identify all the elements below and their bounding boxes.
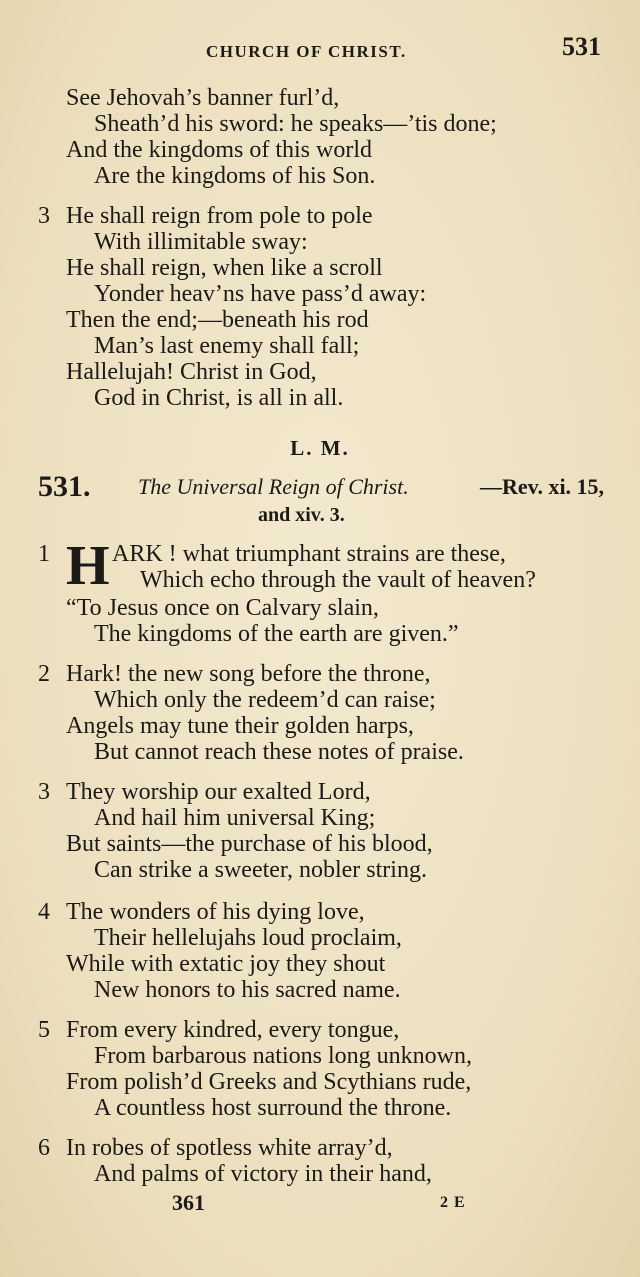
verse-line: Hallelujah! Christ in God, (66, 359, 317, 385)
verse-line: And palms of victory in their hand, (94, 1161, 432, 1187)
verse-line: The wonders of his dying love, (66, 899, 365, 925)
page-number: 531 (562, 32, 601, 61)
verse-line: “To Jesus once on Calvary slain, (66, 595, 379, 621)
verse-line: Which only the redeem’d can raise; (94, 687, 436, 713)
stanza-number: 5 (38, 1017, 50, 1043)
verse-line: He shall reign from pole to pole (66, 203, 373, 229)
verse-line: Then the end;—beneath his rod (66, 307, 369, 333)
verse-line: They worship our exalted Lord, (66, 779, 371, 805)
page-footer (0, 1190, 640, 1220)
verse-line: The kingdoms of the earth are given.” (94, 621, 459, 647)
verse-line: With illimitable sway: (94, 229, 308, 255)
verse-line: From barbarous nations long unknown, (94, 1043, 472, 1069)
verse-line: From polish’d Greeks and Scythians rude, (66, 1069, 472, 1095)
drop-cap: H (66, 535, 110, 597)
verse-line: While with extatic joy they shout (66, 951, 386, 977)
verse-line: God in Christ, is all in all. (94, 385, 344, 411)
scripture-reference: —Rev. xi. 15, (480, 474, 605, 499)
scripture-reference-cont: and xiv. 3. (258, 504, 345, 526)
verse-line: See Jehovah’s banner furl’d, (66, 85, 340, 111)
stanza-number: 4 (38, 899, 50, 925)
page-header (0, 32, 640, 68)
verse-line: Are the kingdoms of his Son. (94, 163, 376, 189)
stanza-number: 3 (38, 203, 50, 229)
verse-line: He shall reign, when like a scroll (66, 255, 383, 281)
verse-line: Man’s last enemy shall fall; (94, 333, 360, 359)
verse-line: And hail him universal King; (94, 805, 376, 831)
verse-line: In robes of spotless white array’d, (66, 1135, 393, 1161)
stanza-number: 1 (38, 541, 50, 567)
running-head: CHURCH OF CHRIST. (206, 42, 407, 61)
verse-line: Can strike a sweeter, nobler string. (94, 857, 427, 883)
hymn-number: 531. (38, 470, 91, 503)
verse-line: A countless host surround the throne. (94, 1095, 452, 1121)
verse-line: And the kingdoms of this world (66, 137, 372, 163)
verse-line: New honors to his sacred name. (94, 977, 401, 1003)
verse-line: But saints—the purchase of his blood, (66, 831, 433, 857)
verse-line: Sheath’d his sword: he speaks—’tis done; (94, 111, 497, 137)
verse-line: ARK ! what triumphant strains are these, (112, 541, 506, 567)
stanza-number: 6 (38, 1135, 50, 1161)
stanza-number: 3 (38, 779, 50, 805)
stanza-number: 2 (38, 661, 50, 687)
verse-line: Angels may tune their golden harps, (66, 713, 414, 739)
signature-mark: 2 E (440, 1194, 466, 1211)
verse-line: Hark! the new song before the throne, (66, 661, 431, 687)
verse-line: From every kindred, every tongue, (66, 1017, 400, 1043)
hymn-heading (38, 470, 608, 530)
verse-line: Yonder heav’ns have pass’d away: (94, 281, 427, 307)
meter-label: L. M. (290, 436, 350, 460)
hymn-title: The Universal Reign of Christ. (138, 474, 409, 499)
verse-line: Which echo through the vault of heaven? (140, 567, 536, 593)
verse-line: Their hellelujahs loud proclaim, (94, 925, 402, 951)
verse-line: But cannot reach these notes of praise. (94, 739, 464, 765)
folio-number: 361 (172, 1190, 205, 1215)
